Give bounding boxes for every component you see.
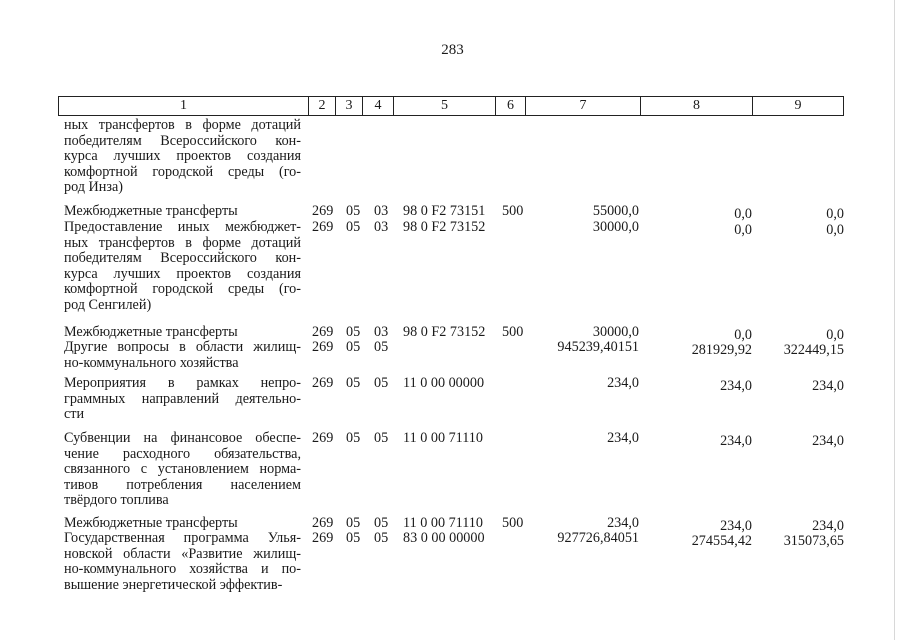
cell-col-9: 234,0 (812, 433, 844, 449)
cell-col-4: 05 (374, 515, 389, 531)
cell-col-3: 05 (346, 515, 361, 531)
cell-col-5: 11 0 00 71110 (403, 430, 483, 446)
cell-col-5: 83 0 00 00000 (403, 530, 485, 546)
header-cell-7: 7 (526, 97, 641, 115)
cell-col-2: 269 (312, 324, 334, 340)
header-cell-2: 2 (309, 97, 336, 115)
cell-col-8: 281929,92 (691, 342, 752, 358)
table-row (0, 340, 905, 371)
cell-col-4: 03 (374, 219, 389, 235)
description-line: Межбюджетные трансферты (64, 325, 238, 340)
cell-col-7: 234,0 (607, 430, 639, 446)
header-cell-8: 8 (641, 97, 753, 115)
description-line: Мероприятия в рамках непро- (64, 376, 301, 391)
description-line: граммных направлений деятельно- (64, 391, 301, 407)
header-cell-1: 1 (59, 97, 309, 115)
cell-col-8: 234,0 (720, 433, 752, 449)
row-description (64, 220, 301, 314)
description-line: но-коммунального хозяйства (64, 355, 239, 371)
cell-col-3: 05 (346, 375, 361, 391)
page-number: 283 (441, 42, 464, 58)
cell-col-7: 927726,84051 (557, 530, 639, 546)
description-line: Другие вопросы в области жилищ- (64, 340, 301, 355)
cell-col-8: 234,0 (720, 518, 752, 534)
cell-col-3: 05 (346, 203, 361, 219)
cell-col-9: 322449,15 (783, 342, 844, 358)
cell-col-8: 0,0 (734, 327, 752, 343)
row-description (64, 376, 301, 423)
cell-col-8: 0,0 (734, 222, 752, 238)
cell-col-4: 05 (374, 375, 389, 391)
header-cell-9: 9 (794, 98, 802, 113)
description-line: курса лучших проектов создания (64, 266, 301, 282)
cell-col-4: 03 (374, 203, 389, 219)
cell-col-3: 05 (346, 339, 361, 355)
table-row (0, 118, 905, 196)
description-line: твёрдого топлива (64, 493, 169, 509)
table-row (0, 325, 905, 341)
description-line: род Инза) (64, 180, 124, 196)
description-line: Государственная программа Улья- (64, 531, 301, 546)
description-line: Межбюджетные трансферты (64, 516, 238, 531)
description-line: победителям Всероссийского кон- (64, 251, 301, 267)
table-row (0, 531, 905, 593)
description-line: Межбюджетные трансферты (64, 204, 238, 219)
cell-col-7: 30000,0 (592, 324, 639, 340)
cell-col-8: 0,0 (734, 206, 752, 222)
cell-col-3: 05 (346, 530, 361, 546)
description-line: комфортной городской среды (го- (64, 164, 301, 180)
cell-col-4: 05 (374, 530, 389, 546)
cell-col-4: 05 (374, 430, 389, 446)
cell-col-3: 05 (346, 430, 361, 446)
cell-col-5: 98 0 F2 73151 (403, 203, 486, 219)
row-description (64, 531, 301, 593)
header-cell-3: 3 (336, 97, 363, 115)
description-line: Субвенции на финансовое обеспе- (64, 431, 301, 446)
cell-col-2: 269 (312, 219, 334, 235)
description-line: комфортной городской среды (го- (64, 282, 301, 298)
header-cell-6: 6 (496, 97, 526, 115)
cell-col-8: 234,0 (720, 378, 752, 394)
cell-col-3: 05 (346, 324, 361, 340)
cell-col-7: 945239,40151 (557, 339, 639, 355)
cell-col-7: 30000,0 (592, 219, 639, 235)
description-line: род Сенгилей) (64, 297, 152, 313)
description-line: чение расходного обязательства, (64, 446, 301, 462)
cell-col-7: 55000,0 (592, 203, 639, 219)
cell-col-9: 234,0 (812, 518, 844, 534)
cell-col-9: 234,0 (812, 378, 844, 394)
cell-col-2: 269 (312, 515, 334, 531)
cell-col-5: 98 0 F2 73152 (403, 324, 486, 340)
description-line: связанного с установлением норма- (64, 462, 301, 478)
cell-col-6: 500 (502, 203, 524, 219)
cell-col-2: 269 (312, 339, 334, 355)
cell-col-9: 0,0 (826, 327, 844, 343)
cell-col-8: 274554,42 (691, 533, 752, 549)
cell-col-5: 11 0 00 00000 (403, 375, 485, 391)
cell-col-6: 500 (502, 324, 524, 340)
table-row (0, 376, 905, 423)
table-row (0, 431, 905, 509)
description-line: но-коммунального хозяйства и по- (64, 562, 301, 578)
header-cell-4: 4 (363, 97, 394, 115)
description-line: ных трансфертов в форме дотаций (64, 118, 301, 133)
description-line: тивов потребления населением (64, 477, 301, 493)
description-line: ных трансфертов в форме дотаций (64, 235, 301, 251)
cell-col-5: 98 0 F2 73152 (403, 219, 486, 235)
row-description (64, 340, 301, 371)
cell-col-5: 11 0 00 71110 (403, 515, 483, 531)
row-description (64, 204, 301, 220)
header-cell-5: 5 (394, 97, 496, 115)
description-line: вышение энергетической эффектив- (64, 577, 283, 593)
cell-col-2: 269 (312, 430, 334, 446)
description-line: новской области «Развитие жилищ- (64, 546, 301, 562)
table-row (0, 220, 905, 314)
row-description (64, 118, 301, 196)
row-description (64, 325, 301, 341)
description-line: сти (64, 407, 85, 423)
cell-col-2: 269 (312, 203, 334, 219)
description-line: Предоставление иных межбюджет- (64, 220, 301, 235)
cell-col-7: 234,0 (607, 375, 639, 391)
table-header-row (58, 96, 844, 116)
cell-col-4: 03 (374, 324, 389, 340)
cell-col-4: 05 (374, 339, 389, 355)
cell-col-9: 0,0 (826, 206, 844, 222)
description-line: победителям Всероссийского кон- (64, 133, 301, 149)
cell-col-9: 315073,65 (783, 533, 844, 549)
cell-col-6: 500 (502, 515, 524, 531)
table-row (0, 204, 905, 220)
cell-col-2: 269 (312, 530, 334, 546)
cell-col-2: 269 (312, 375, 334, 391)
description-line: курса лучших проектов создания (64, 149, 301, 165)
row-description (64, 516, 301, 532)
cell-col-7: 234,0 (607, 515, 639, 531)
row-description (64, 431, 301, 509)
cell-col-9: 0,0 (826, 222, 844, 238)
cell-col-3: 05 (346, 219, 361, 235)
